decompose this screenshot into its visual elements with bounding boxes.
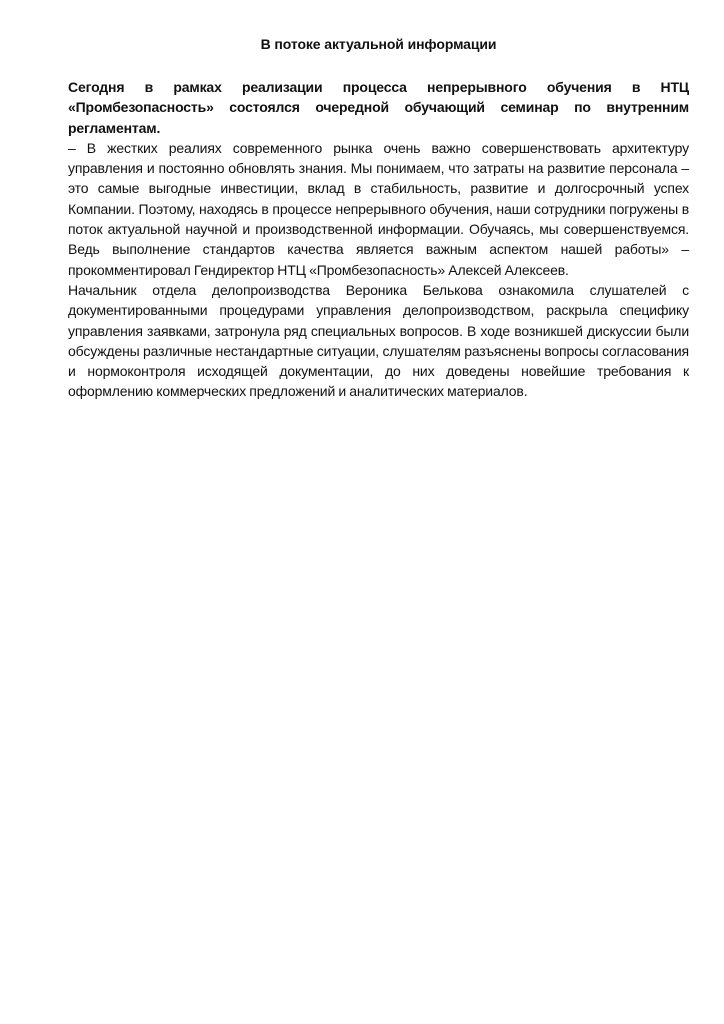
document-title: В потоке актуальной информации [260,36,497,52]
body-paragraph: Начальник отдела делопроизводства Вероника Белькова ознакомила слушателей с документированными процедурами управления делопроизводством, раскрыла специфику управления заявками, затронула ряд специальных вопросов. В ходе возникшей дискуссии были обсуждены различные нестандартные ситуации, слушателям разъяснены вопросы согласования и нормоконтроля исходящей документации, до них доведены новейшие требования к оформлению коммерческих предложений и аналитических материалов. [68,281,689,400]
quote-paragraph: – В жестких реалиях современного рынка очень важно совершенствовать архитектуру управления и постоянно обновлять знания. Мы понимаем, что затраты на развитие персонала – это самые выгодные инвестиции, вклад в стабильность, развитие и долгосрочный успех Компании. Поэтому, находясь в процессе непрерывного обучения, наши сотрудники погружены в поток актуальной научной и производственной информации. Обучаясь, мы совершенствуемся. Ведь выполнение стандартов качества является важным аспектом нашей работы» – прокомментировал Гендиректор НТЦ «Промбезопасность» Алексей Алексеев. [68,139,689,278]
document-content [68,34,689,402]
lead-paragraph: Сегодня в рамках реализации процесса непрерывного обучения в НТЦ «Промбезопасность» состоялся очередной обучающий семинар по внутренним регламентам. [68,79,689,136]
